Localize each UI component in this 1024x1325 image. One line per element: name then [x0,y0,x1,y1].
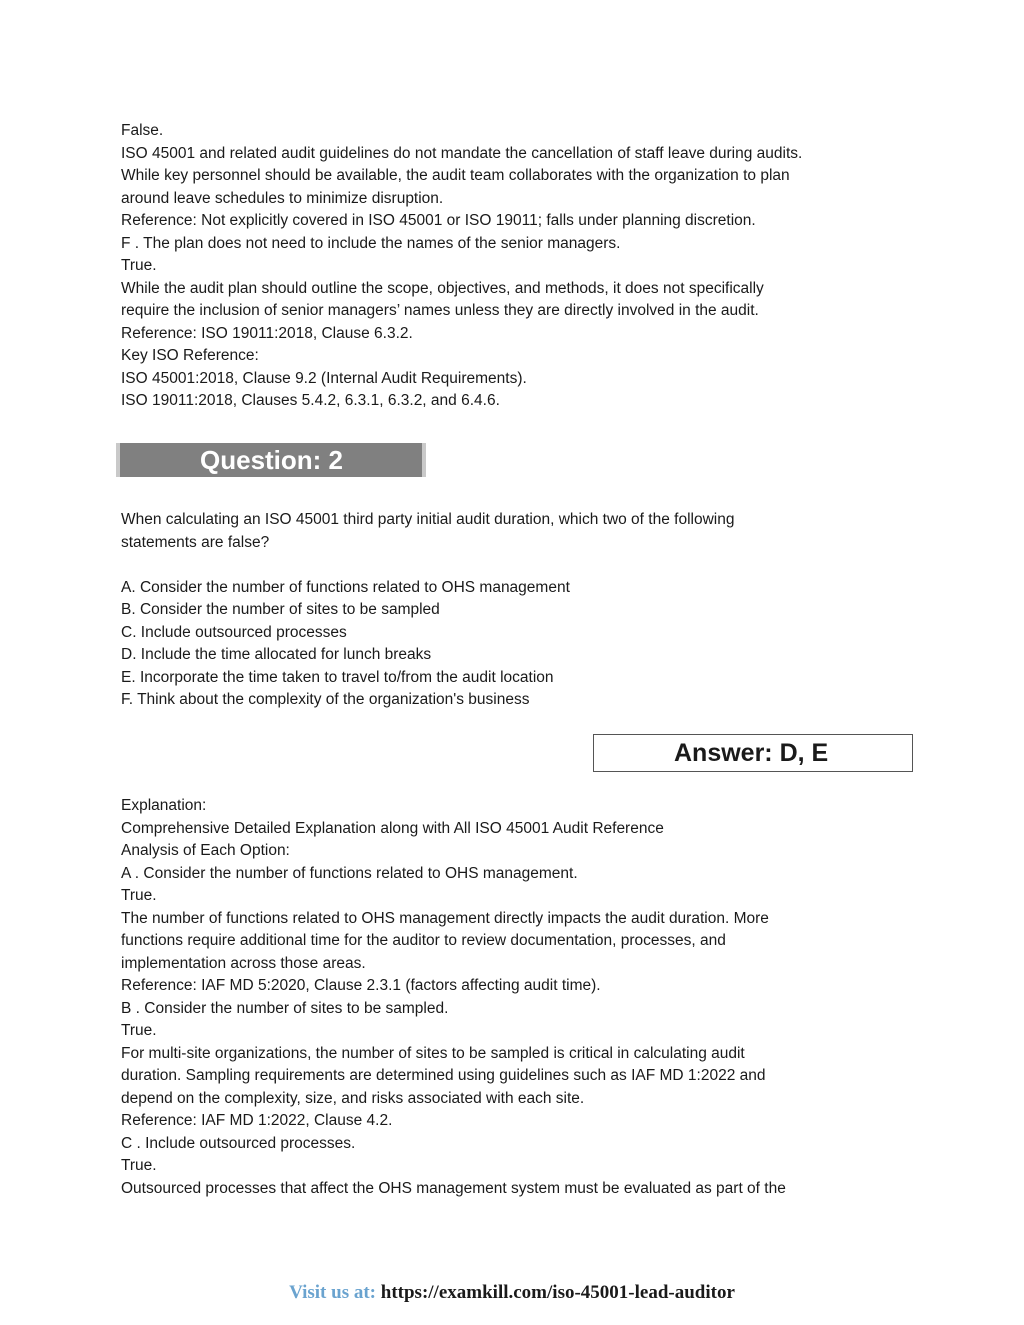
text-line: False. [121,122,164,139]
option-b: B. Consider the number of sites to be sampled [121,601,440,618]
explanation-line: duration. Sampling requirements are determined using guidelines such as IAF MD 1:2022 and [121,1067,766,1084]
explanation-line: Analysis of Each Option: [121,842,290,859]
explanation-line: A . Consider the number of functions related to OHS management. [121,864,578,882]
explanation-line: Comprehensive Detailed Explanation along with All ISO 45001 Audit Reference [121,819,664,837]
text-line: around leave schedules to minimize disruption. [121,189,444,207]
question-body [121,509,921,712]
text-line: F . The plan does not need to include the names of the senior managers. [121,234,621,252]
explanation-line: For multi-site organizations, the number of sites to be sampled is critical in calculating audit [121,1044,745,1062]
text-line: Reference: Not explicitly covered in ISO 45001 or ISO 19011; falls under planning discretion. [121,212,756,229]
text-line: True. [121,257,157,274]
text-line: Key ISO Reference: [121,347,259,364]
explanation-line: Reference: IAF MD 5:2020, Clause 2.3.1 (factors affecting audit time). [121,977,601,994]
blank-line [121,554,921,577]
page-footer [0,1282,1024,1304]
option-c: C. Include outsourced processes [121,623,347,641]
text-line: Reference: ISO 19011:2018, Clause 6.3.2. [121,324,413,342]
option-f: F. Think about the complexity of the organization's business [121,691,530,708]
explanation-line: The number of functions related to OHS management directly impacts the audit duration. More [121,909,769,927]
text-line: ISO 19011:2018, Clauses 5.4.2, 6.3.1, 6.3.2, and 6.4.6. [121,392,500,409]
explanation-line: True. [121,1022,157,1039]
explanation-line: True. [121,1157,157,1174]
explanation-line: functions require additional time for the auditor to review documentation, processes, and [121,932,726,949]
option-d: D. Include the time allocated for lunch breaks [121,646,432,663]
option-e: E. Incorporate the time taken to travel to/from the audit location [121,668,554,686]
question-title: Question: 2 [200,445,344,475]
text-line: require the inclusion of senior managers’ names unless they are directly involved in the audit. [121,302,759,319]
footer-url-link[interactable]: https://examkill.com/iso-45001-lead-auditor [380,1282,735,1303]
text-line: ISO 45001:2018, Clause 9.2 (Internal Audit Requirements). [121,369,527,387]
explanation-line: Reference: IAF MD 1:2022, Clause 4.2. [121,1112,393,1129]
answer-label: Answer: D, E [674,739,829,767]
text-line: While the audit plan should outline the scope, objectives, and methods, it does not specifically [121,279,764,297]
text-line: While key personnel should be available, the audit team collaborates with the organization to plan [121,167,790,184]
question-stem-line: When calculating an ISO 45001 third party initial audit duration, which two of the following [121,511,735,528]
explanation-line: Explanation: [121,797,207,814]
previous-answer-explanation [121,120,921,413]
footer-visit-label: Visit us at: [289,1282,377,1303]
explanation-line: B . Consider the number of sites to be sampled. [121,999,449,1017]
explanation-line: C . Include outsourced processes. [121,1134,356,1152]
explanation-line: implementation across those areas. [121,954,366,972]
question-banner [116,443,426,477]
text-line: ISO 45001 and related audit guidelines do not mandate the cancellation of staff leave during audits. [121,144,803,162]
question-stem-line: statements are false? [121,533,270,551]
explanation [121,795,921,1200]
explanation-line: depend on the complexity, size, and risks associated with each site. [121,1089,585,1107]
explanation-line: True. [121,887,157,904]
answer-box [593,734,913,772]
option-a: A. Consider the number of functions related to OHS management [121,578,570,596]
explanation-line: Outsourced processes that affect the OHS management system must be evaluated as part of the [121,1179,786,1197]
